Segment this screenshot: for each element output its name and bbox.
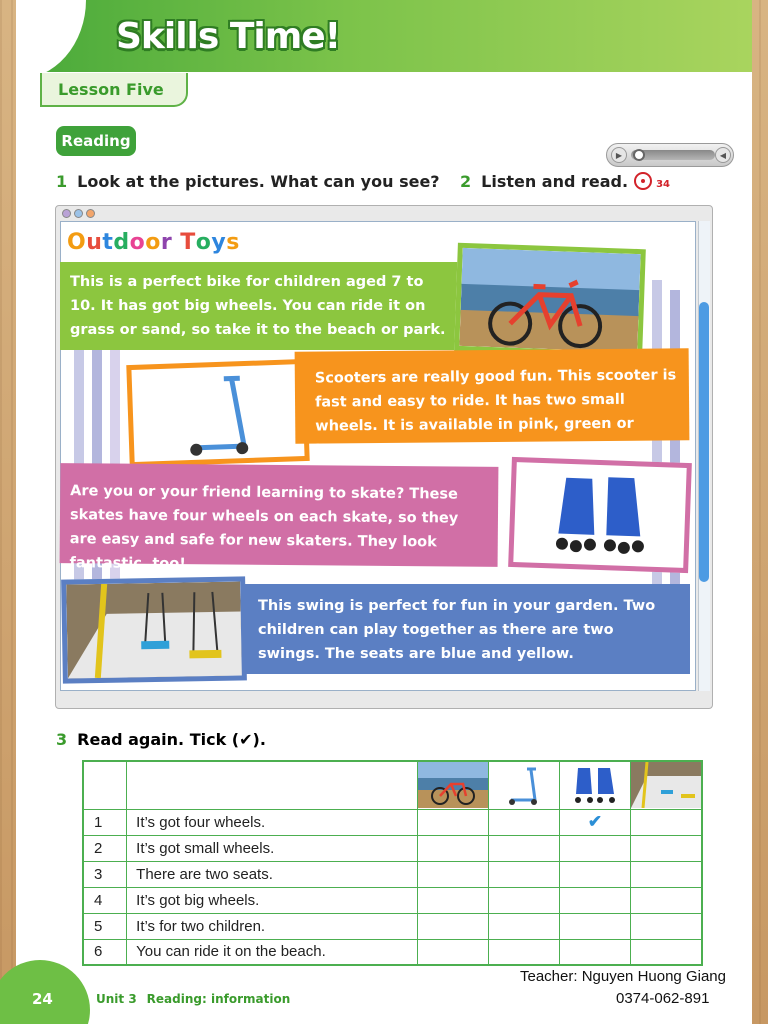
scrollbar-thumb[interactable] bbox=[699, 302, 709, 582]
window-dot-icon[interactable] bbox=[74, 209, 83, 218]
tick-cell[interactable] bbox=[417, 835, 488, 861]
tick-cell[interactable] bbox=[488, 809, 559, 835]
tick-cell[interactable] bbox=[559, 939, 630, 965]
audio-progress-knob[interactable] bbox=[633, 149, 645, 161]
tick-cell[interactable] bbox=[630, 835, 702, 861]
header-empty-cell bbox=[83, 761, 127, 809]
row-number: 4 bbox=[83, 887, 127, 913]
page-title: Skills Time! bbox=[116, 16, 341, 57]
table-row bbox=[83, 913, 702, 939]
teacher-phone: 0374-062-891 bbox=[616, 990, 710, 1007]
tick-cell[interactable] bbox=[630, 913, 702, 939]
swing-photo-icon bbox=[66, 581, 242, 678]
play-icon[interactable]: ▶ bbox=[611, 147, 627, 163]
row-statement: It’s got big wheels. bbox=[127, 887, 418, 913]
tick-cell[interactable] bbox=[559, 861, 630, 887]
tick-table bbox=[82, 760, 703, 966]
unit-label: Unit 3 bbox=[96, 992, 137, 1006]
title-letter: d bbox=[113, 230, 130, 255]
task-1 bbox=[56, 172, 440, 191]
row-number: 2 bbox=[83, 835, 127, 861]
scooter-thumb-icon bbox=[489, 762, 559, 808]
title-letter: o bbox=[129, 230, 146, 255]
title-letter: s bbox=[226, 230, 240, 255]
skates-thumb-icon bbox=[560, 762, 630, 808]
table-header-row bbox=[83, 761, 702, 809]
tick-cell[interactable] bbox=[488, 861, 559, 887]
title-letter: o bbox=[195, 230, 212, 255]
scooter-panel bbox=[295, 348, 690, 459]
tick-cell[interactable] bbox=[559, 835, 630, 861]
table-row bbox=[83, 809, 702, 835]
tick-cell[interactable] bbox=[488, 835, 559, 861]
tick-cell[interactable] bbox=[417, 809, 488, 835]
bike-photo bbox=[454, 243, 646, 357]
row-number: 6 bbox=[83, 939, 127, 965]
task-3 bbox=[56, 730, 266, 749]
task-text: Read again. Tick (✔). bbox=[77, 730, 266, 749]
page-number: 24 bbox=[32, 990, 53, 1008]
audio-player[interactable] bbox=[606, 143, 734, 167]
header-swing bbox=[630, 761, 702, 809]
swing-text: This swing is perfect for fun in your garden. Two children can play together as there are two swings. The seats are blue and yellow. bbox=[258, 598, 656, 662]
task-number: 2 bbox=[460, 172, 472, 191]
title-letter: t bbox=[102, 230, 114, 255]
section-badge: Reading bbox=[56, 126, 136, 156]
task-text: Listen and read. bbox=[481, 172, 629, 191]
row-statement: You can ride it on the beach. bbox=[127, 939, 418, 965]
tick-cell[interactable]: ✔ bbox=[559, 809, 630, 835]
footer-unit bbox=[96, 992, 290, 1006]
title-letter: o bbox=[145, 230, 161, 255]
row-statement: There are two seats. bbox=[127, 861, 418, 887]
scooter-text: Scooters are really good fun. This scooter is fast and easy to ride. It has two small wheels. It is available in pink, green or blue. bbox=[314, 367, 677, 459]
tick-cell[interactable] bbox=[630, 939, 702, 965]
track-number: 34 bbox=[656, 179, 671, 190]
article-title bbox=[67, 230, 240, 255]
bike-photo-icon bbox=[459, 248, 640, 352]
title-letter: r bbox=[160, 230, 173, 255]
volume-icon[interactable]: ◀ bbox=[715, 147, 731, 163]
topic-label: Reading: information bbox=[146, 992, 291, 1006]
window-dot-icon[interactable] bbox=[62, 209, 71, 218]
task-2 bbox=[460, 172, 670, 191]
skates-panel bbox=[60, 463, 499, 573]
swing-photo bbox=[61, 576, 247, 683]
window-controls bbox=[62, 209, 95, 218]
skates-text: Are you or your friend learning to skate? These skates have four wheels on each skate, so they are easy and safe for new skaters. They look fantastic, too! bbox=[69, 483, 459, 573]
tick-cell[interactable] bbox=[417, 887, 488, 913]
row-statement: It’s for two children. bbox=[127, 913, 418, 939]
tick-cell[interactable] bbox=[630, 809, 702, 835]
swing-panel bbox=[242, 584, 690, 674]
tick-cell[interactable] bbox=[488, 939, 559, 965]
cd-icon[interactable] bbox=[634, 172, 652, 190]
title-letter: T bbox=[180, 230, 196, 255]
lesson-label: Lesson Five bbox=[58, 80, 164, 99]
title-letter: y bbox=[211, 230, 227, 255]
scooter-photo bbox=[126, 359, 309, 467]
row-statement: It’s got small wheels. bbox=[127, 835, 418, 861]
bike-text: This is a perfect bike for children aged 7 to 10. It has got big wheels. You can ride it on grass or sand, so take it to the beach or park. bbox=[70, 274, 446, 338]
tick-cell[interactable] bbox=[488, 887, 559, 913]
skates-photo bbox=[508, 457, 692, 573]
teacher-credit: Teacher: Nguyen Huong Giang bbox=[520, 968, 726, 985]
tick-cell[interactable] bbox=[630, 861, 702, 887]
task-number: 1 bbox=[56, 172, 68, 191]
header-bike bbox=[417, 761, 488, 809]
tick-cell[interactable] bbox=[488, 913, 559, 939]
skates-photo-icon bbox=[513, 462, 686, 568]
table-row bbox=[83, 861, 702, 887]
task-text: Look at the pictures. What can you see? bbox=[77, 172, 440, 191]
window-dot-icon[interactable] bbox=[86, 209, 95, 218]
row-statement: It’s got four wheels. bbox=[127, 809, 418, 835]
tick-cell[interactable] bbox=[417, 913, 488, 939]
header-empty-cell bbox=[127, 761, 418, 809]
title-letter: u bbox=[86, 230, 103, 255]
tick-cell[interactable] bbox=[417, 939, 488, 965]
bike-panel bbox=[60, 262, 460, 350]
table-row bbox=[83, 887, 702, 913]
row-number: 3 bbox=[83, 861, 127, 887]
row-number: 1 bbox=[83, 809, 127, 835]
tick-cell[interactable] bbox=[630, 887, 702, 913]
header-scooter bbox=[488, 761, 559, 809]
task-number: 3 bbox=[56, 730, 68, 749]
title-letter: O bbox=[67, 230, 87, 255]
header-skates bbox=[559, 761, 630, 809]
bike-thumb-icon bbox=[418, 762, 488, 808]
tick-cell[interactable] bbox=[559, 887, 630, 913]
swing-thumb-icon bbox=[631, 762, 701, 808]
scooter-photo-icon bbox=[131, 364, 304, 462]
row-number: 5 bbox=[83, 913, 127, 939]
table-row bbox=[83, 835, 702, 861]
table-row bbox=[83, 939, 702, 965]
tick-cell[interactable] bbox=[417, 861, 488, 887]
tick-cell[interactable] bbox=[559, 913, 630, 939]
